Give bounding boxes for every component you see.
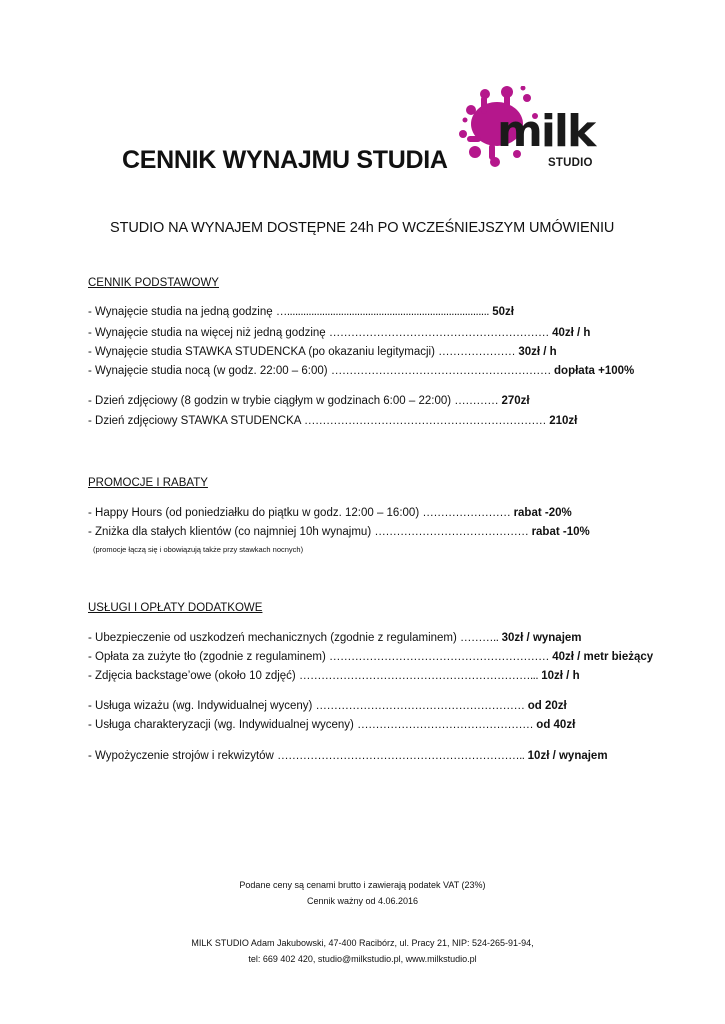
price-line-dots: ………………… <box>438 346 516 358</box>
price-line-text: - Wynajęcie studia STAWKA STUDENCKA (po okazaniu legitymacji) <box>88 346 435 358</box>
price-line-dots: ………… <box>454 395 499 407</box>
price-value: rabat -10% <box>531 526 590 538</box>
price-line <box>88 507 572 519</box>
price-line <box>88 651 653 663</box>
price-value: 40zł / h <box>552 327 591 339</box>
price-line <box>88 526 590 538</box>
price-value: 30zł / wynajem <box>501 632 582 644</box>
price-line <box>88 327 590 339</box>
section-heading-basic: CENNIK PODSTAWOWY <box>88 277 219 289</box>
price-value: 10zł / wynajem <box>527 750 608 762</box>
price-value: 50zł <box>492 306 514 318</box>
price-line-dots: ………………………………………… <box>357 719 534 731</box>
price-line-dots: …………………… <box>422 507 511 519</box>
footer-address: MILK STUDIO Adam Jakubowski, 47-400 Racibórz, ul. Pracy 21, NIP: 524-265-91-94, <box>191 938 534 948</box>
price-line <box>88 346 557 358</box>
price-value: rabat -20% <box>513 507 572 519</box>
price-value: 40zł / metr bieżący <box>552 651 654 663</box>
price-value: 30zł / h <box>518 346 557 358</box>
price-line <box>88 632 582 644</box>
price-value: 10zł / h <box>541 670 580 682</box>
price-value: od 40zł <box>536 719 576 731</box>
price-line <box>88 719 575 731</box>
footer-contact: tel: 669 402 420, studio@milkstudio.pl, www.milkstudio.pl <box>248 954 477 964</box>
price-line <box>88 395 530 407</box>
price-line-text: - Happy Hours (od poniedziałku do piątku w godz. 12:00 – 16:00) <box>88 507 420 519</box>
price-value: 270zł <box>501 395 530 407</box>
price-line-dots: ………………………………………………… <box>315 700 525 712</box>
price-line <box>88 700 567 712</box>
price-line <box>88 306 514 318</box>
price-line-dots: ………………………………………………………….. <box>277 750 525 762</box>
promo-note: (promocje łączą się i obowiązują także przy stawkach nocnych) <box>93 545 304 554</box>
price-line-dots: ………………………………………………………... <box>298 670 539 682</box>
price-line-text: - Wypożyczenie strojów i rekwizytów <box>88 750 274 762</box>
price-line-dots: ……….. <box>460 632 499 644</box>
price-line-dots: …………………………………………………… <box>328 651 549 663</box>
price-line-text: - Wynajęcie studia nocą (w godz. 22:00 – 6:00) <box>88 365 328 377</box>
price-line-text: - Dzień zdjęciowy STAWKA STUDENCKA <box>88 415 301 427</box>
price-line-text: - Wynajęcie studia na jedną godzinę <box>88 306 273 318</box>
price-line-text: - Wynajęcie studia na więcej niż jedną godzinę <box>88 327 326 339</box>
logo-brand-text: milk <box>497 106 595 157</box>
price-value: 210zł <box>549 415 578 427</box>
logo-sub-text: STUDIO <box>548 157 593 169</box>
price-line <box>88 670 580 682</box>
price-line-text: - Usługa charakteryzacji (wg. Indywidualnej wyceny) <box>88 719 354 731</box>
price-line-dots: …………………………………………………… <box>328 327 549 339</box>
price-line-text: - Opłata za zużyte tło (zgodnie z regulaminem) <box>88 651 326 663</box>
price-line-dots: …........................................................................... <box>275 306 489 318</box>
price-line <box>88 750 608 762</box>
footer-valid-date: Cennik ważny od 4.06.2016 <box>306 896 419 906</box>
price-line-text: - Zniżka dla stałych klientów (co najmniej 10h wynajmu) <box>88 526 372 538</box>
price-line-text: - Dzień zdjęciowy (8 godzin w trybie ciągłym w godzinach 6:00 – 22:00) <box>88 395 452 407</box>
price-line <box>88 415 577 427</box>
price-line <box>88 365 634 377</box>
price-value: od 20zł <box>527 700 567 712</box>
subtitle: STUDIO NA WYNAJEM DOSTĘPNE 24h PO WCZEŚNIEJSZYM UMÓWIENIU <box>110 220 615 236</box>
page-title: CENNIK WYNAJMU STUDIA <box>122 146 448 174</box>
footer-vat-note: Podane ceny są cenami brutto i zawierają podatek VAT (23%) <box>239 880 486 890</box>
price-line-dots: …………………………………… <box>374 526 529 538</box>
price-value: dopłata +100% <box>554 365 635 377</box>
section-heading-promos: PROMOCJE I RABATY <box>88 477 208 489</box>
price-line-text: - Zdjęcia backstage’owe (około 10 zdjęć) <box>88 670 296 682</box>
price-line-text: - Usługa wizażu (wg. Indywidualnej wyceny) <box>88 700 313 712</box>
price-line-dots: ………………………………………………………… <box>304 415 547 427</box>
price-line-text: - Ubezpieczenie od uszkodzeń mechanicznych (zgodnie z regulaminem) <box>88 632 457 644</box>
section-heading-services: USŁUGI I OPŁATY DODATKOWE <box>88 602 263 614</box>
price-line-dots: …………………………………………………… <box>330 365 551 377</box>
